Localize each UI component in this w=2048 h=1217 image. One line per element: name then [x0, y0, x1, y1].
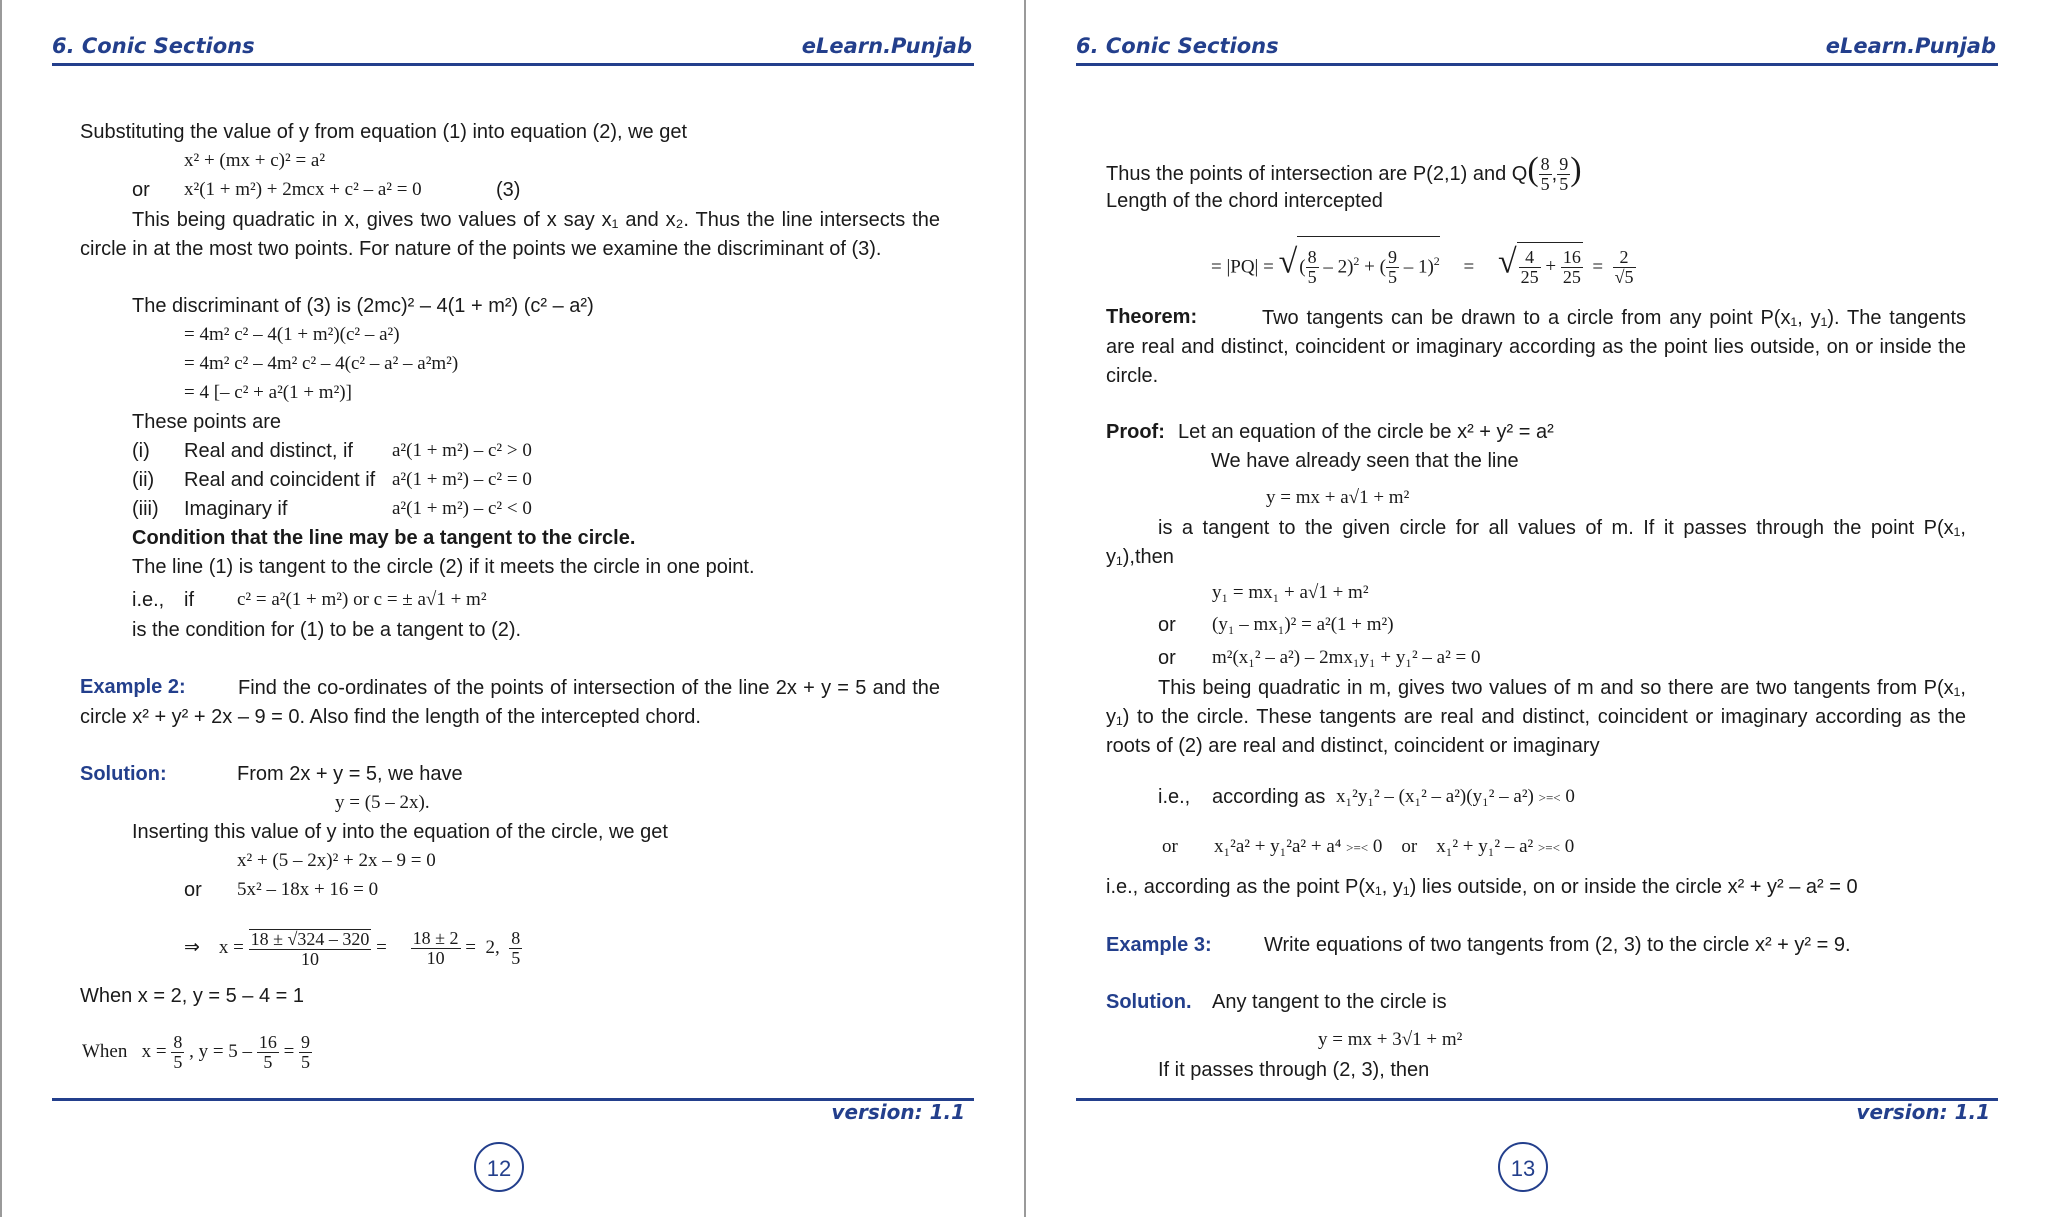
radicand: ( $\frac{8}{5}$ – 2)$^2$ + ( $\frac{9}{5}$ – 1)$^2$: [1297, 236, 1440, 289]
text-or: or: [1158, 647, 1176, 669]
comma: ,: [1551, 163, 1558, 185]
example-text: Find the co-ordinates of the points of intersection of the line 2x + y = 5 and the circle x² + y² + 2x – 9 = 0. Also find the length of the intercepted chord.: [80, 677, 940, 728]
case-text: Real and coincident if: [184, 469, 376, 491]
fraction: [249, 929, 372, 969]
denominator: √5: [1614, 267, 1634, 288]
chapter-title: 6. Conic Sections: [1076, 34, 1279, 58]
case-number: (iii): [132, 498, 159, 520]
plus: +: [1545, 256, 1557, 278]
right-page: [1024, 0, 2048, 1217]
text-line: Any tangent to the circle is: [1212, 991, 1447, 1013]
numerator: 9: [1559, 154, 1569, 175]
denominator: 25: [1562, 267, 1581, 288]
case-equation: a²(1 + m²) – c² = 0: [392, 469, 532, 490]
numerator: 8: [1540, 154, 1550, 175]
version-label: version: 1.1: [831, 1100, 965, 1124]
left-header: [52, 34, 972, 64]
numerator: 18 ± √324 – 320: [250, 928, 370, 949]
chapter-title: 6. Conic Sections: [52, 34, 255, 58]
paragraph: is a tangent to the given circle for all values of m. If it passes through the point P(x₁, y₁),then: [1106, 517, 1966, 568]
zero: 0: [1372, 836, 1383, 857]
comparison-symbol: >=<: [1538, 790, 1561, 805]
equation: = 4m² c² – 4m² c² – 4(c² – a² – a²m²): [184, 353, 459, 374]
text-if: if: [184, 589, 194, 611]
numerator: 4: [1519, 248, 1541, 268]
equation-part: – 1: [1403, 256, 1428, 278]
fraction: [171, 1033, 184, 1072]
text-ie: i.e.,: [132, 589, 165, 611]
brand-name: eLearn.Punjab: [801, 34, 972, 58]
text-or: or: [1158, 614, 1176, 636]
denominator: 25: [1520, 267, 1539, 288]
comparison-symbol: >=<: [1346, 840, 1369, 855]
example-label: Example 3:: [1106, 934, 1212, 956]
zero: 0: [1564, 836, 1575, 857]
equals: =: [1592, 256, 1604, 278]
text-line: i.e., according as the point P(x₁, y₁) lies outside, on or inside the circle x² + y² – a² = 0: [1106, 876, 1858, 898]
denominator: 10: [426, 948, 445, 969]
text-line: The discriminant of (3) is (2mc)² – 4(1 + m²) (c² – a²): [132, 295, 594, 317]
version-label: version: 1.1: [1856, 1100, 1990, 1124]
denominator: 5: [1387, 267, 1397, 288]
numerator: 8: [173, 1032, 183, 1053]
numerator: 9: [301, 1032, 311, 1053]
plus: +: [1364, 256, 1375, 278]
case-equation: a²(1 + m²) – c² > 0: [392, 440, 532, 461]
comparison-symbol: >=<: [1537, 840, 1560, 855]
text-line: according as: [1212, 786, 1326, 808]
equation-lhs: x =: [141, 1041, 167, 1062]
brand-name: eLearn.Punjab: [1825, 34, 1996, 58]
case-text: Imaginary if: [184, 498, 288, 520]
theorem-label: Theorem:: [1106, 306, 1198, 328]
text-line: If it passes through (2, 3), then: [1158, 1059, 1430, 1081]
equals: =: [283, 1041, 295, 1062]
equation: m²(x₁² – a²) – 2mx₁y₁ + y₁² – a² = 0: [1212, 647, 1481, 668]
text-line: Inserting this value of y into the equation of the circle, we get: [132, 821, 668, 843]
equation: [1336, 784, 1575, 811]
equation: = 4m² c² – 4(1 + m²)(c² – a²): [184, 324, 400, 345]
substitution: [82, 1032, 312, 1072]
equation-part: x₁²y₁² – (x₁² – a²)(y₁² – a²): [1336, 786, 1534, 807]
text-line: Thus the points of intersection are P(2,1) and Q: [1106, 163, 1528, 185]
zero: 0: [1565, 786, 1575, 807]
right-header: [1076, 34, 1996, 64]
equation-tag: (3): [496, 179, 521, 201]
numerator: 8: [1307, 247, 1317, 268]
proof-label: Proof:: [1106, 421, 1165, 443]
text-line: Length of the chord intercepted: [1106, 190, 1383, 212]
equation: = 4 [– c² + a²(1 + m²)]: [184, 382, 352, 403]
header-rule: [1076, 63, 1998, 66]
numerator: 16: [258, 1032, 277, 1053]
fraction: [1557, 155, 1570, 194]
theorem-text: Two tangents can be drawn to a circle from any point P(x₁, y₁). The tangents are real and distinct, coincident or imaginary according as the point lies outside, on or inside the circle.: [1106, 307, 1966, 387]
equation-part: , y = 5 –: [189, 1041, 253, 1062]
fraction: [299, 1033, 312, 1072]
numerator: 9: [1387, 247, 1397, 268]
text-or: or: [132, 179, 150, 201]
example-text: Write equations of two tangents from (2, 3) to the circle x² + y² = 9.: [1264, 934, 1851, 956]
fraction: [1539, 155, 1552, 194]
fraction: [257, 1033, 279, 1072]
equation-lhs: = |PQ| =: [1211, 256, 1274, 278]
left-page: [0, 0, 1023, 1217]
text-ie: i.e.,: [1158, 786, 1191, 808]
text-line: The line (1) is tangent to the circle (2) if it meets the circle in one point.: [132, 556, 755, 578]
equation-lhs: x =: [218, 937, 244, 958]
equation: x² + (5 – 2x)² + 2x – 9 = 0: [237, 850, 436, 871]
fraction: [1561, 248, 1583, 287]
text-line: These points are: [132, 411, 281, 433]
numerator: 18 ± 2: [412, 928, 459, 949]
paragraph: This being quadratic in x, gives two values of x say x₁ and x₂. Thus the line intersects the circle in at the most two points. For nature of the points we examine the discriminant of (3).: [80, 209, 940, 260]
implies-symbol: ⇒: [184, 937, 200, 958]
numerator: 2: [1613, 248, 1636, 268]
example-label: Example 2:: [80, 676, 186, 698]
case-number: (i): [132, 440, 150, 462]
equation: x² + (mx + c)² = a²: [184, 150, 326, 171]
denominator: 5: [511, 948, 521, 969]
numerator: 16: [1562, 247, 1581, 268]
fraction: [509, 929, 522, 968]
header-rule: [52, 63, 974, 66]
text-line: We have already seen that the line: [1211, 450, 1519, 472]
equals: =: [465, 937, 476, 958]
denominator: 5: [1307, 267, 1317, 288]
equation-part: x₁²a² + y₁²a² + a⁴: [1214, 836, 1342, 857]
radicand: [1517, 242, 1583, 289]
equation: x²(1 + m²) + 2mcx + c² – a² = 0: [184, 179, 422, 200]
text-line: When x = 2, y = 5 – 4 = 1: [80, 985, 305, 1007]
denominator: 5: [1559, 174, 1569, 195]
chord-length-equation: = |PQ| = √ ( $\frac{8}{5}$ – 2)$^2$ + ( $\frac{9}{5}$ – 1)$^2$ = √ $\frac{4}{25}$ + $\frac{16}{25}$ = $\frac{2}{√5}$: [1211, 236, 1636, 289]
denominator: 5: [263, 1052, 273, 1073]
equation: y₁ = mx₁ + a√1 + m²: [1212, 582, 1369, 603]
text-or: or: [1162, 836, 1178, 857]
denominator: 5: [173, 1052, 183, 1073]
text-line: Substituting the value of y from equation (1) into equation (2), we get: [80, 121, 688, 143]
page-number: 13: [1498, 1142, 1548, 1192]
fraction: [1613, 248, 1636, 287]
case-equation: a²(1 + m²) – c² < 0: [392, 498, 532, 519]
equals: =: [1463, 256, 1475, 278]
denominator: 5: [1540, 174, 1550, 195]
equation: y = mx + a√1 + m²: [1266, 487, 1410, 508]
equation-part: – 2: [1323, 256, 1348, 278]
text-when: When: [82, 1041, 128, 1062]
page-number: 12: [474, 1142, 524, 1192]
equation: y = (5 – 2x).: [335, 792, 430, 813]
equation: (y₁ – mx₁)² = a²(1 + m²): [1212, 614, 1394, 635]
text-or: or: [1401, 836, 1418, 857]
numerator: 8: [511, 928, 521, 949]
denominator: 5: [301, 1052, 311, 1073]
denominator: 10: [301, 948, 320, 969]
root-value: 2,: [485, 937, 500, 958]
text-line: Let an equation of the circle be x² + y² = a²: [1178, 421, 1554, 443]
fraction: [1306, 248, 1319, 287]
equation: y = mx + 3√1 + m²: [1318, 1029, 1463, 1050]
case-text: Real and distinct, if: [184, 440, 353, 462]
fraction: [1519, 248, 1541, 287]
equation: 5x² – 18x + 16 = 0: [237, 879, 379, 900]
section-heading: Condition that the line may be a tangent to the circle.: [132, 527, 636, 549]
paragraph: This being quadratic in m, gives two values of m and so there are two tangents from P(x₁, y₁) to the circle. These tangents are real and distinct, coincident or imaginary according as the roots of (2) are real and distinct, coincident or imaginary: [1106, 677, 1966, 757]
fraction: [1386, 248, 1399, 287]
equation-part: x₁² + y₁² – a²: [1436, 836, 1534, 857]
intersection-points: Thus the points of intersection are P(2,1) and Q( $\frac{8}{5}$ , $\frac{9}{5}$ ): [1106, 151, 1582, 195]
text-line: is the condition for (1) to be a tangent to (2).: [132, 619, 522, 641]
fraction: [411, 929, 461, 968]
solution-label: Solution.: [1106, 991, 1192, 1013]
solution-label: Solution:: [80, 763, 167, 785]
equation: [1214, 834, 1574, 861]
quadratic-solution: [184, 928, 522, 969]
case-number: (ii): [132, 469, 155, 491]
text-or: or: [184, 879, 202, 901]
equation: c² = a²(1 + m²) or c = ± a√1 + m²: [237, 589, 487, 610]
equals: =: [376, 937, 387, 958]
text-line: From 2x + y = 5, we have: [237, 763, 463, 785]
